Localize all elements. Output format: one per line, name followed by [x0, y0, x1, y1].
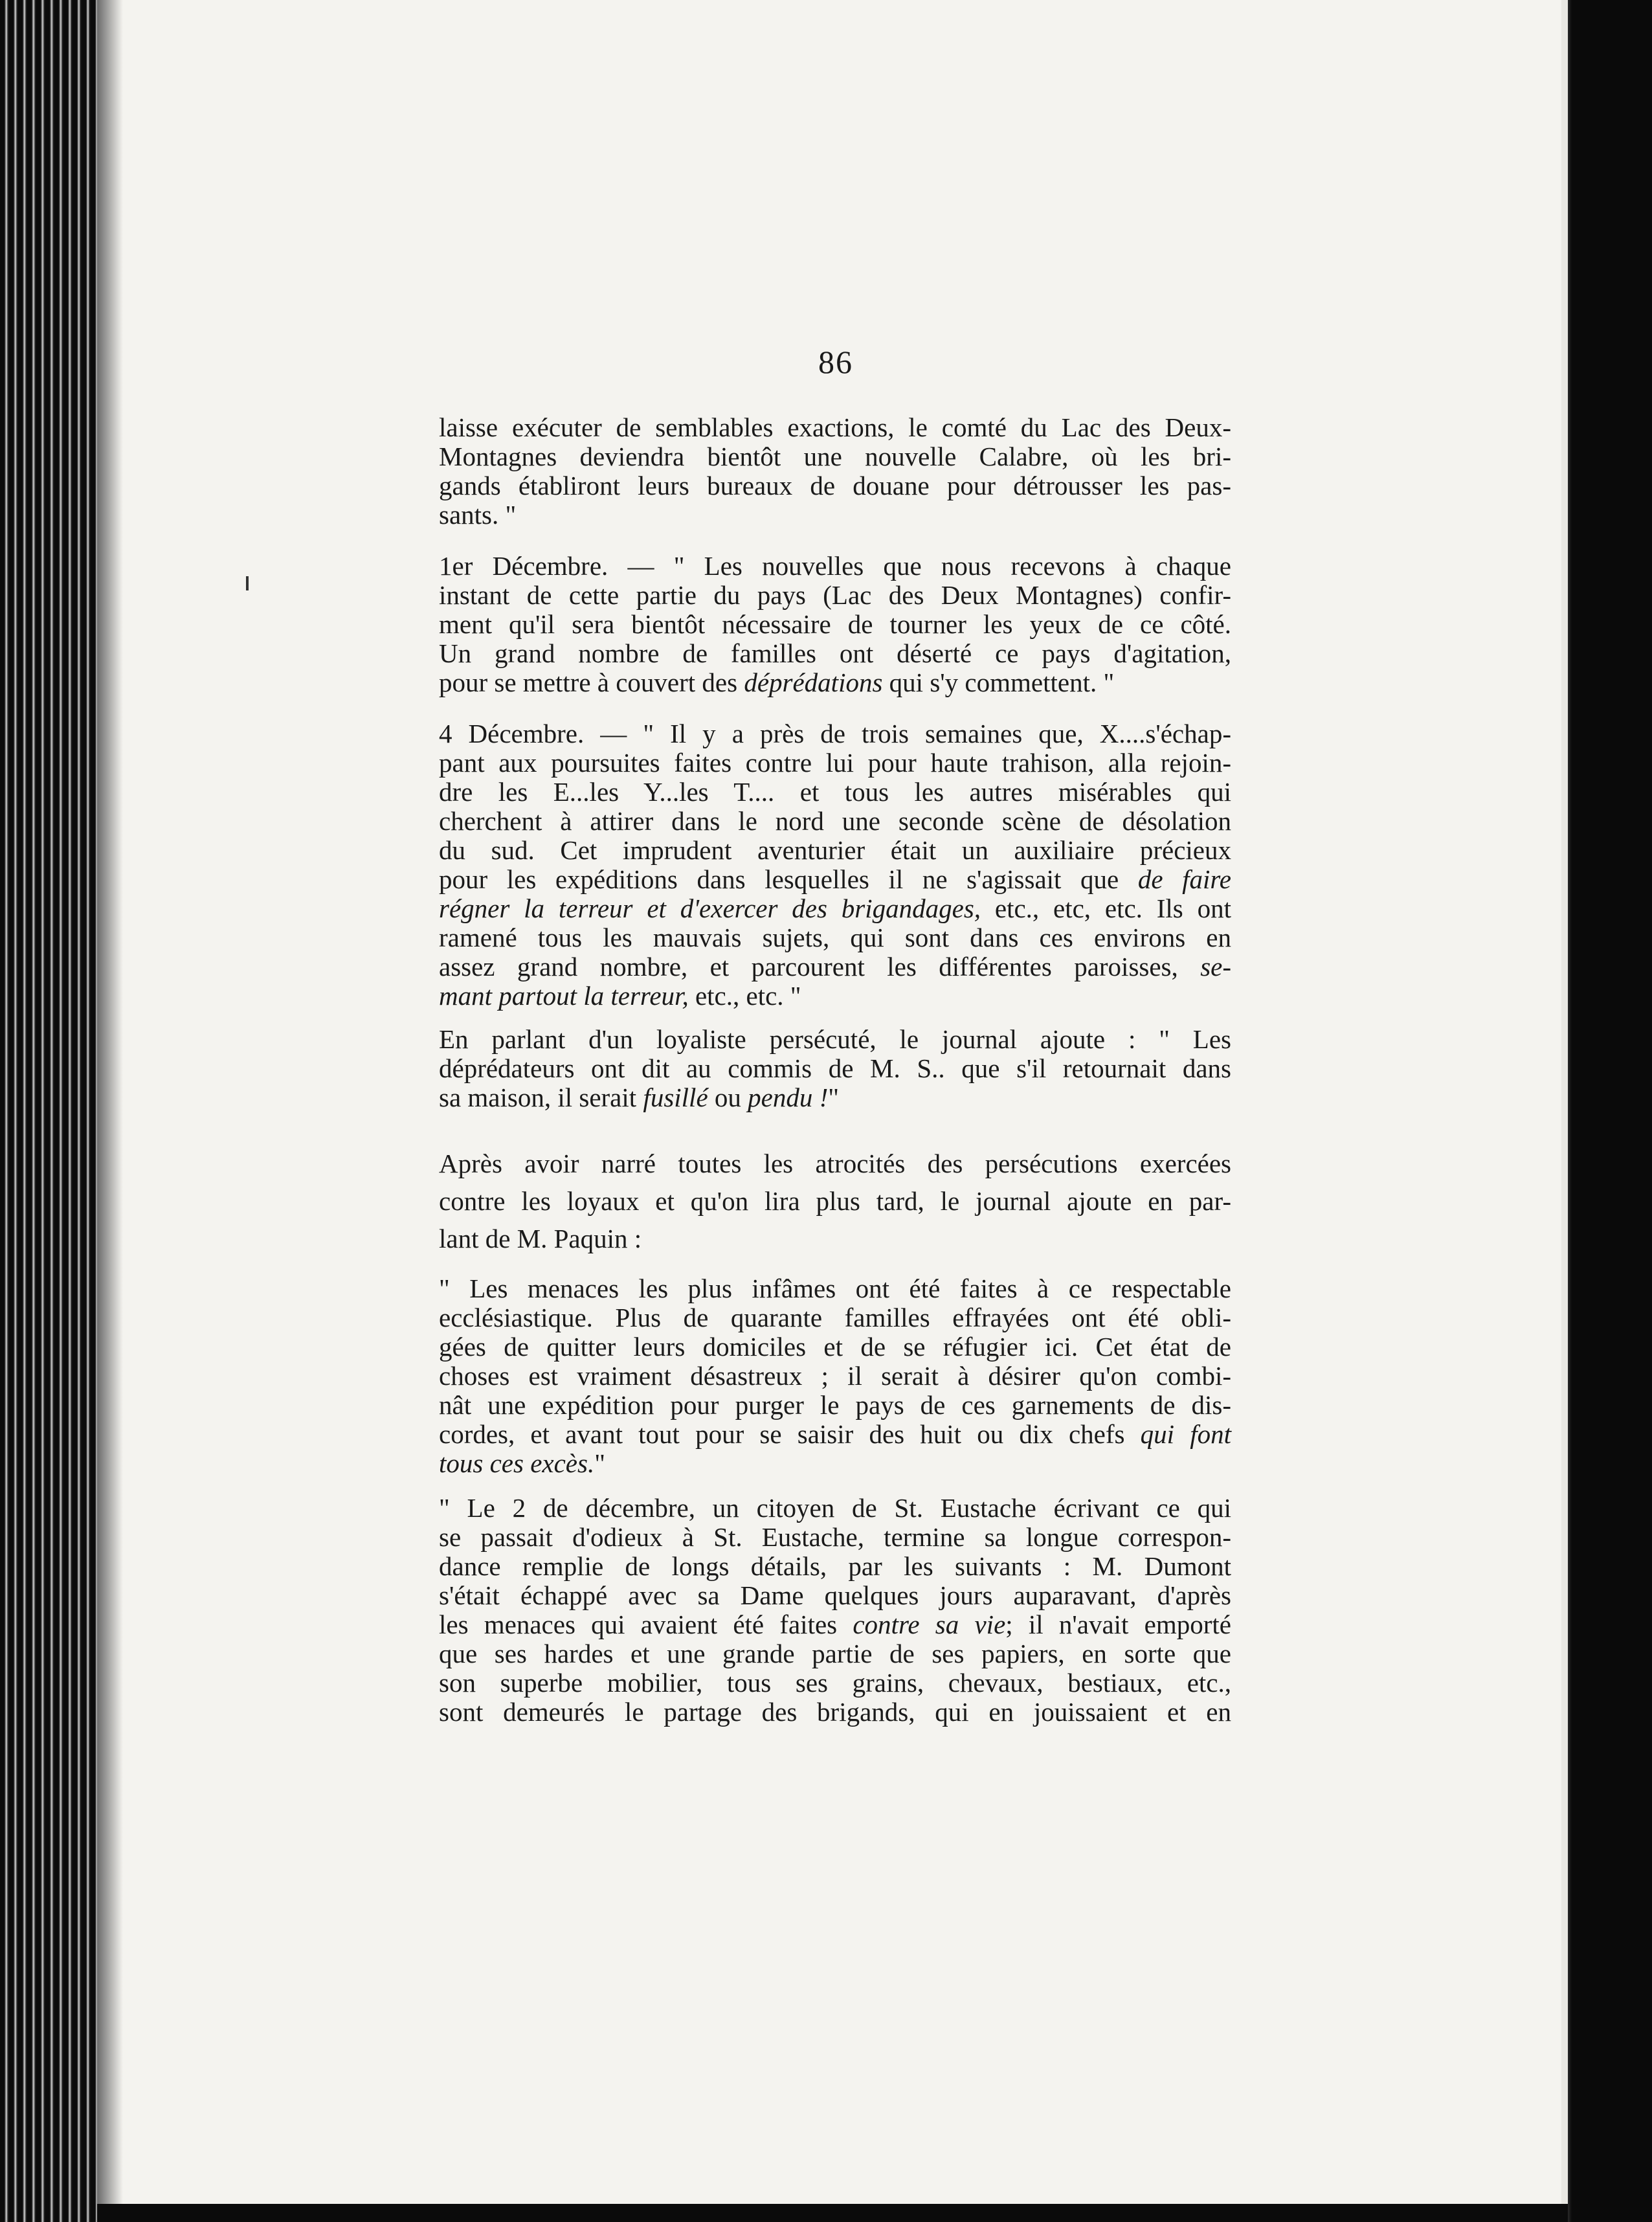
- text-line: laisse exécuter de semblables exactions, le comté du Lac des Deux-: [439, 412, 1231, 442]
- text-line: ramené tous les mauvais sujets, qui sont dans ces environs en: [439, 923, 1231, 952]
- page-text: [439, 413, 1231, 1742]
- text-line: [439, 982, 1231, 1011]
- text-line: déprédateurs ont dit au commis de M. S.. que s'il retournait dans: [439, 1053, 1231, 1083]
- text-line: cherchent à attirer dans le nord une seconde scène de désolation: [439, 806, 1231, 836]
- italic-run: se-: [1200, 952, 1231, 982]
- paragraph-7: [439, 1494, 1231, 1727]
- text-run: ; il n'avait emporté: [1005, 1610, 1231, 1639]
- text-line: 1er Décembre. — " Les nouvelles que nous recevons à chaque: [439, 551, 1231, 581]
- book-binding-edge: [0, 0, 97, 2222]
- italic-run: qui font: [1140, 1419, 1231, 1449]
- paragraph-3: [439, 719, 1231, 1011]
- text-run: etc., etc, etc. Ils ont: [994, 893, 1231, 923]
- text-run: ": [828, 1083, 839, 1112]
- text-line: [439, 1449, 1231, 1478]
- text-run: etc., etc. ": [695, 981, 801, 1011]
- italic-run: fusillé: [643, 1083, 708, 1112]
- text-line: gées de quitter leurs domiciles et de se réfugier ici. Cet état de: [439, 1332, 1231, 1362]
- text-line: ecclésiastique. Plus de quarante familles effrayées ont été obli-: [439, 1303, 1231, 1332]
- text-line: Montagnes deviendra bientôt une nouvelle Calabre, où les bri-: [439, 442, 1231, 471]
- text-line: [439, 668, 1231, 697]
- text-run: les menaces qui avaient été faites: [439, 1610, 838, 1639]
- text-line: " Le 2 de décembre, un citoyen de St. Eustache écrivant ce qui: [439, 1493, 1231, 1523]
- text-line: pant aux poursuites faites contre lui pour haute trahison, alla rejoin-: [439, 748, 1231, 778]
- text-line: [439, 952, 1231, 982]
- paragraph-1: [439, 413, 1231, 530]
- text-line: sont demeurés le partage des brigands, qui en jouissaient et en: [439, 1697, 1231, 1727]
- text-line: [439, 1083, 1231, 1112]
- text-run: qui s'y commettent. ": [889, 668, 1115, 697]
- text-line: dre les E...les Y...les T.... et tous les autres misérables qui: [439, 777, 1231, 807]
- text-line: sants. ": [439, 500, 517, 530]
- text-line: ment qu'il sera bientôt nécessaire de tourner les yeux de ce côté.: [439, 609, 1231, 639]
- text-line: dance remplie de longs détails, par les suivants : M. Dumont: [439, 1551, 1231, 1581]
- paragraph-5: [439, 1145, 1231, 1257]
- italic-run: tous ces excès.: [439, 1448, 595, 1478]
- text-line: choses est vraiment désastreux ; il serait à désirer qu'on combi-: [439, 1361, 1231, 1391]
- italic-run: mant partout la terreur,: [439, 981, 689, 1011]
- text-line: nât une expédition pour purger le pays de ces garnements de dis-: [439, 1390, 1231, 1420]
- text-run: ou: [714, 1083, 741, 1112]
- text-line: Un grand nombre de familles ont déserté ce pays d'agitation,: [439, 638, 1231, 668]
- paragraph-4: [439, 1025, 1231, 1112]
- text-run: pour les expéditions dans lesquelles il ne s'agissait que: [439, 864, 1119, 894]
- binding-shadow: [97, 0, 123, 2222]
- text-line: [439, 1610, 1231, 1639]
- bottom-dark-border: [97, 2204, 1568, 2222]
- text-line: son superbe mobilier, tous ses grains, chevaux, bestiaux, etc.,: [439, 1668, 1231, 1698]
- text-line: gands établiront leurs bureaux de douane pour détrousser les pas-: [439, 471, 1231, 500]
- page-number: 86: [818, 344, 853, 380]
- text-line: du sud. Cet imprudent aventurier était un auxiliaire précieux: [439, 835, 1231, 865]
- text-run: ": [594, 1448, 605, 1478]
- text-line: s'était échappé avec sa Dame quelques jours auparavant, d'après: [439, 1580, 1231, 1610]
- margin-mark: [246, 576, 249, 590]
- text-run: assez grand nombre, et parcourent les différentes paroisses,: [439, 952, 1178, 982]
- paragraph-2: [439, 552, 1231, 697]
- text-line: 4 Décembre. — " Il y a près de trois semaines que, X....s'échap-: [439, 719, 1231, 748]
- text-line: se passait d'odieux à St. Eustache, termine sa longue correspon-: [439, 1522, 1231, 1552]
- paragraph-6: [439, 1274, 1231, 1478]
- italic-run: de faire: [1137, 864, 1232, 894]
- italic-run: contre sa vie: [853, 1610, 1006, 1639]
- right-dark-border: [1568, 0, 1652, 2222]
- italic-run: pendu !: [748, 1083, 829, 1112]
- italic-run: régner la terreur et d'exercer des brigandages,: [439, 893, 981, 923]
- text-run: cordes, et avant tout pour se saisir des huit ou dix chefs: [439, 1419, 1125, 1449]
- text-run: pour se mettre à couvert des: [439, 668, 738, 697]
- text-line: que ses hardes et une grande partie de ses papiers, en sorte que: [439, 1639, 1231, 1668]
- text-line: Après avoir narré toutes les atrocités des persécutions exercées: [439, 1149, 1231, 1178]
- right-page-gap: [1561, 0, 1568, 2222]
- text-line: En parlant d'un loyaliste persécuté, le journal ajoute : " Les: [439, 1024, 1231, 1054]
- text-line: [439, 1420, 1231, 1449]
- italic-run: déprédations: [744, 668, 883, 697]
- text-line: [439, 865, 1231, 894]
- text-line: instant de cette partie du pays (Lac des Deux Montagnes) confir-: [439, 580, 1231, 610]
- text-run: sa maison, il serait: [439, 1083, 637, 1112]
- text-line: contre les loyaux et qu'on lira plus tard, le journal ajoute en par-: [439, 1186, 1231, 1216]
- text-line: [439, 894, 1231, 923]
- text-line: lant de M. Paquin :: [439, 1224, 642, 1253]
- text-line: " Les menaces les plus infâmes ont été faites à ce respectable: [439, 1274, 1231, 1303]
